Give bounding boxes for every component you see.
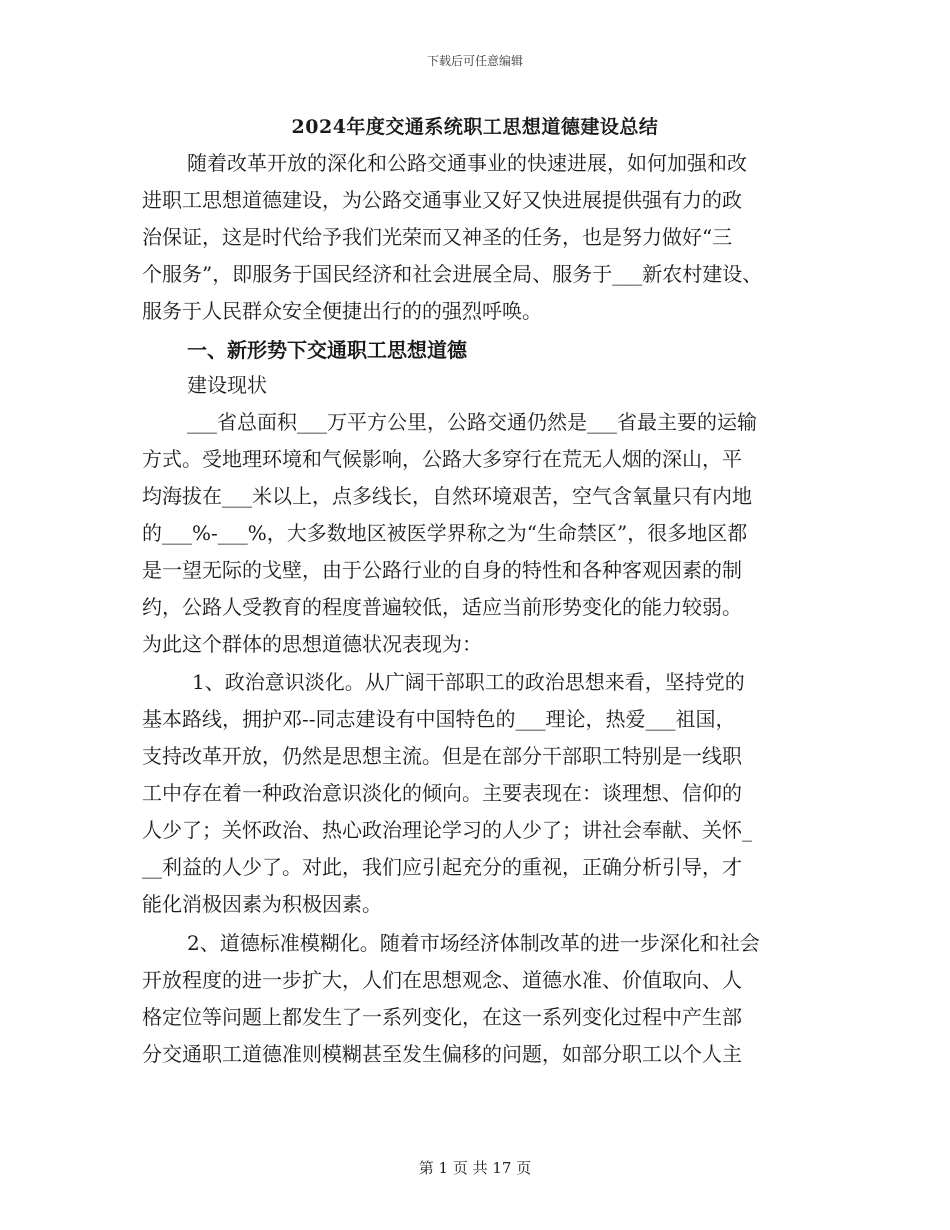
body-line: 工中存在着一种政治意识淡化的倾向。主要表现在：谈理想、信仰的 bbox=[142, 781, 742, 805]
document-title: 2024年度交通系统职工思想道德建设总结 bbox=[291, 116, 659, 138]
body-line: 格定位等问题上都发生了一系列变化，在这一系列变化过程中产生部 bbox=[142, 1005, 742, 1029]
body-line: 基本路线，拥护邓--同志建设有中国特色的___理论，热爱___祖国， bbox=[142, 707, 736, 731]
body-line: __利益的人少了。对此，我们应引起充分的重视，正确分析引导，才 bbox=[142, 855, 742, 879]
body-line: 能化消极因素为积极因素。 bbox=[142, 892, 382, 916]
body-line: 2、道德标准模糊化。随着市场经济体制改革的进一步深化和社会 bbox=[187, 931, 760, 955]
body-line: 的___%-___%，大多数地区被医学界称之为“生命禁区”，很多地区都 bbox=[142, 521, 748, 545]
body-line: 1、政治意识淡化。从广阔干部职工的政治思想来看，坚持党的 bbox=[192, 670, 745, 694]
body-line: ___省总面积___万平方公里，公路交通仍然是___省最主要的运输 bbox=[187, 410, 757, 434]
body-line: 均海拔在___米以上，点多线长，自然环境艰苦，空气含氧量只有内地 bbox=[142, 484, 752, 508]
section-heading: 一、新形势下交通职工思想道德 bbox=[187, 338, 467, 362]
page-indicator: 第 1 页 共 17 页 bbox=[418, 1159, 532, 1177]
body-line: 方式。受地理环境和气候影响，公路大多穿行在荒无人烟的深山，平 bbox=[142, 447, 742, 471]
body-line: 支持改革开放，仍然是思想主流。但是在部分干部职工特别是一线职 bbox=[142, 744, 742, 768]
body-line: 进职工思想道德建设，为公路交通事业又好又快进展提供强有力的政 bbox=[142, 188, 742, 212]
body-line: 随着改革开放的深化和公路交通事业的快速进展，如何加强和改 bbox=[187, 151, 747, 175]
header-note: 下载后可任意编辑 bbox=[426, 54, 523, 68]
body-line: 治保证，这是时代给予我们光荣而又神圣的任务，也是努力做好“三 bbox=[142, 225, 733, 249]
body-line: 是一望无际的戈壁，由于公路行业的自身的特性和各种客观因素的制 bbox=[142, 558, 742, 582]
body-line: 开放程度的进一步扩大，人们在思想观念、道德水准、价值取向、人 bbox=[142, 968, 742, 992]
body-line: 人少了；关怀政治、热心政治理论学习的人少了；讲社会奉献、关怀_ bbox=[142, 818, 752, 842]
body-line: 个服务”，即服务于国民经济和社会进展全局、服务于___新农村建设、 bbox=[142, 262, 763, 286]
body-line: 约，公路人受教育的程度普遍较低，适应当前形势变化的能力较弱。 bbox=[142, 595, 742, 619]
body-line: 建设现状 bbox=[187, 373, 267, 397]
body-line: 为此这个群体的思想道德状况表现为： bbox=[142, 632, 482, 656]
body-line: 分交通职工道德准则模糊甚至发生偏移的问题，如部分职工以个人主 bbox=[142, 1042, 742, 1066]
body-line: 服务于人民群众安全便捷出行的的强烈呼唤。 bbox=[142, 299, 542, 323]
